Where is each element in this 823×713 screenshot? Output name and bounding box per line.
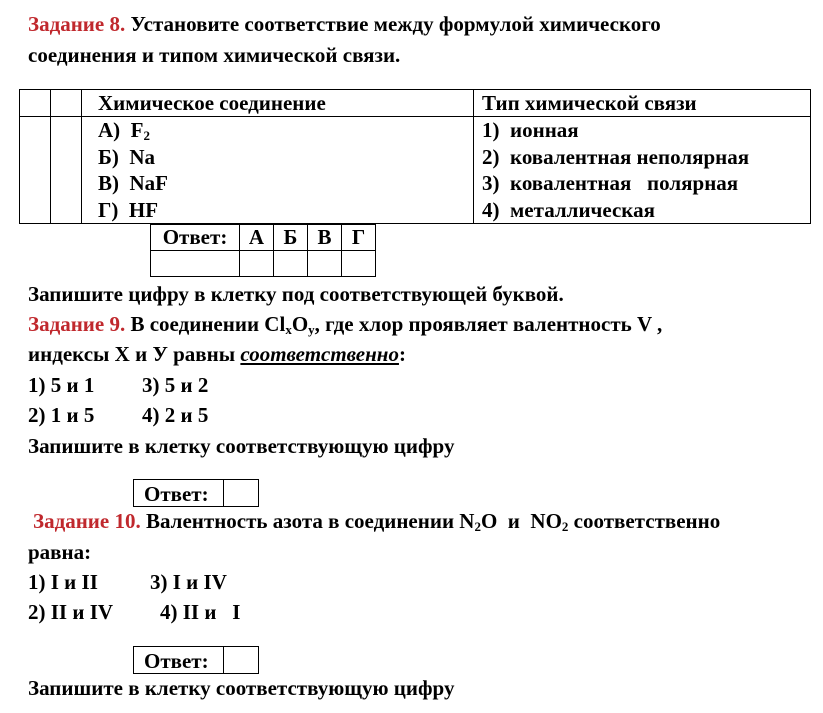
task8-text-line1: Установите соответствие между формулой химического: [130, 12, 661, 36]
answer-label: Ответ:: [144, 649, 209, 673]
blank-cell: [51, 117, 82, 224]
task10-option-1: 1) I и II: [28, 570, 98, 594]
task9-instruction: Запишите в клетку соответствующую цифру: [28, 434, 455, 458]
task9-label: Задание 9.: [28, 312, 126, 336]
task10-instruction: Запишите в клетку соответствующую цифру: [28, 676, 455, 700]
col-header-compound: Химическое соединение: [82, 90, 474, 117]
answer-cell-v[interactable]: [308, 251, 342, 277]
bond-type-item: 1) ионная: [482, 118, 579, 142]
task9-answer-box: [133, 479, 259, 507]
bond-type-list: [474, 117, 811, 224]
compound-list: [82, 117, 474, 224]
compound-item: Б) Na: [98, 144, 156, 169]
task9-answer-cell[interactable]: [224, 480, 258, 506]
answer-letter-b: Б: [274, 225, 308, 251]
answer-label: Ответ:: [144, 482, 209, 506]
task9-text: В соединении $Cl_xO_y$, где хлор проявляет валентность V ,: [130, 312, 663, 337]
answer-cell-g[interactable]: [342, 251, 376, 277]
task10-option-4: 4) II и I: [160, 600, 241, 624]
task8-answer-grid: [150, 224, 376, 277]
bond-type-item: 3) ковалентная полярная: [482, 171, 739, 195]
task10-option-2: 2) II и IV: [28, 600, 114, 624]
compound-item: Г) HF: [98, 197, 159, 222]
task10-text: Валентность азота в соединении $N_2O$ и $NO_2$ соответственно: [145, 509, 721, 534]
task8-instruction: Запишите цифру в клетку под соответствующей буквой.: [28, 282, 564, 306]
task9-option-2: 2) 1 и 5: [28, 403, 95, 427]
task10-heading: [33, 509, 720, 534]
answer-letter-g: Г: [342, 225, 376, 251]
blank-cell: [51, 90, 82, 117]
task8-label: Задание 8.: [28, 12, 126, 36]
bond-type-item: 4) металлическая: [482, 197, 655, 222]
compound-item: В) NaF: [98, 171, 168, 195]
task9-heading: [28, 312, 662, 337]
answer-letter-v: В: [308, 225, 342, 251]
task10-option-3: 3) I и IV: [150, 570, 227, 594]
task9-option-4: 4) 2 и 5: [142, 403, 209, 427]
answer-label: Ответ:: [151, 225, 240, 251]
bond-type-item: 2) ковалентная неполярная: [482, 144, 750, 169]
answer-cell-b[interactable]: [274, 251, 308, 277]
task9-option-3: 3) 5 и 2: [142, 373, 209, 397]
task10-label: Задание 10.: [33, 509, 141, 533]
blank-cell: [20, 90, 51, 117]
answer-blank-cell: [151, 251, 240, 277]
task8-text-line2: соединения и типом химической связи.: [28, 43, 401, 67]
answer-cell-a[interactable]: [240, 251, 274, 277]
task9-line2: индексы Х и У равны соответственно:: [28, 342, 406, 366]
answer-letter-a: А: [240, 225, 274, 251]
blank-cell: [20, 117, 51, 224]
task8-heading: [28, 12, 661, 37]
col-header-bond-type: Тип химической связи: [474, 90, 811, 117]
task10-answer-cell[interactable]: [224, 647, 258, 673]
task8-matching-table: [19, 89, 811, 224]
task10-answer-box: [133, 646, 259, 674]
task10-line2: равна:: [28, 540, 92, 564]
emphasis-word: соответственно: [240, 342, 399, 366]
compound-item: А) $F_2$: [98, 118, 150, 143]
task9-option-1: 1) 5 и 1: [28, 373, 95, 397]
